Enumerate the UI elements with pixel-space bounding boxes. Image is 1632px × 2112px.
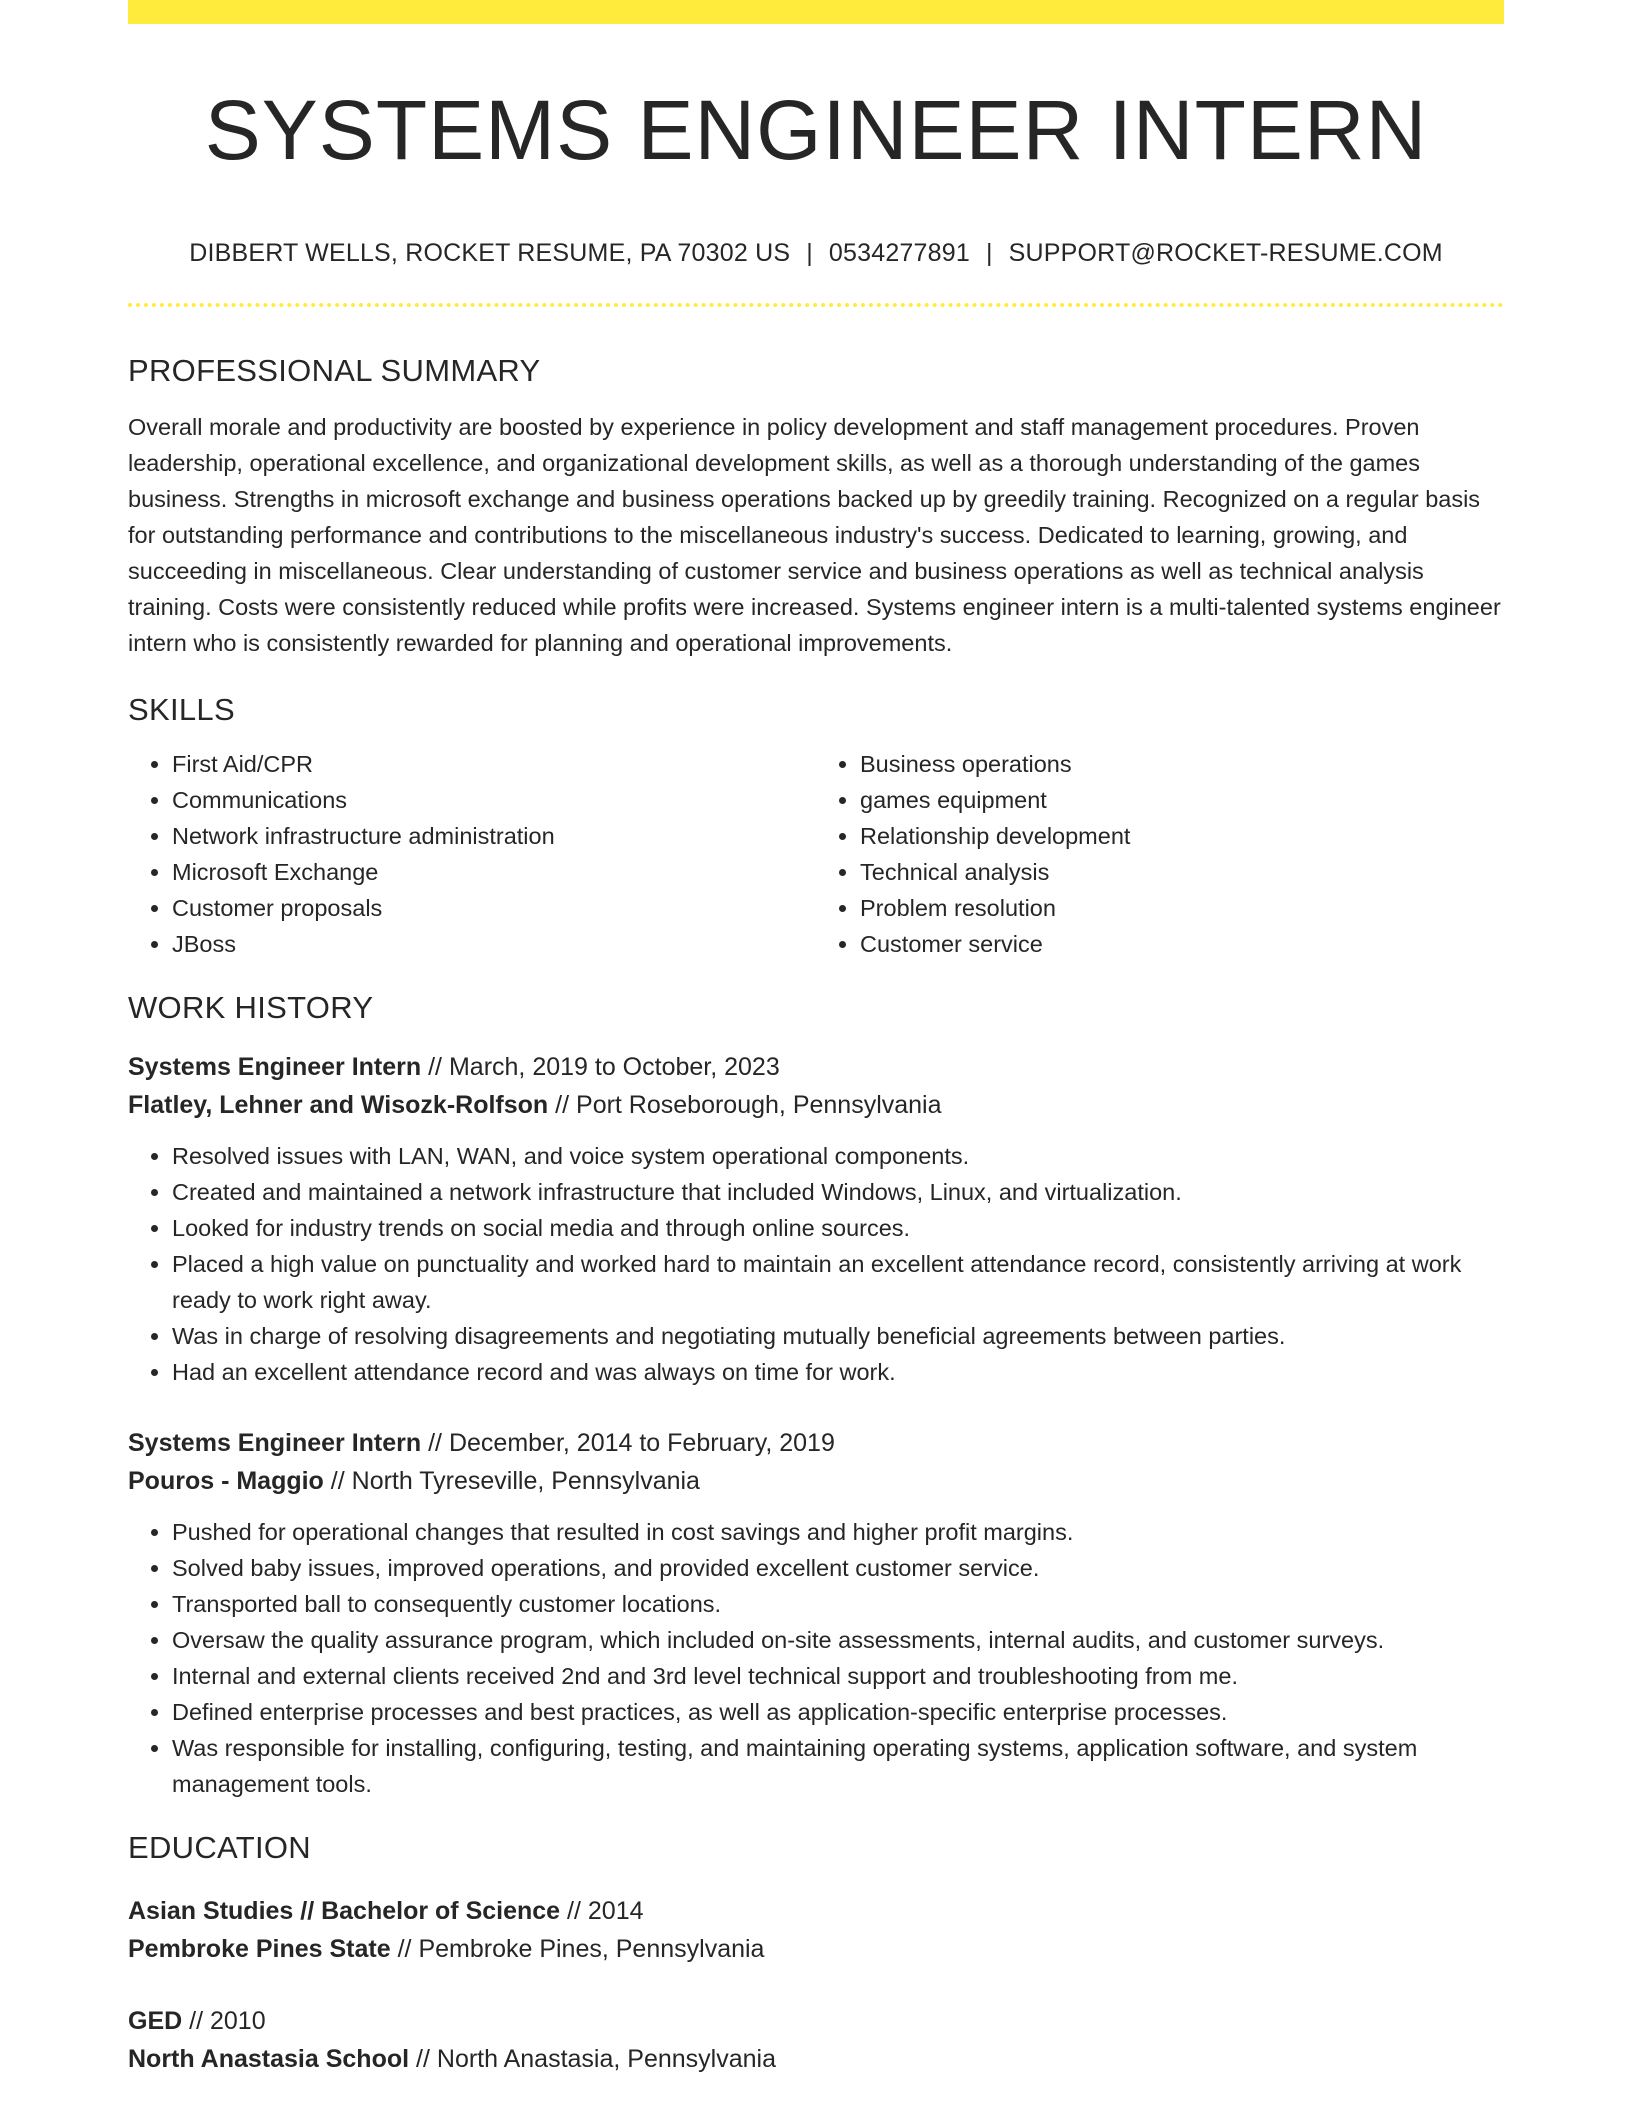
job-company-line xyxy=(128,1086,1504,1124)
work-history-heading: WORK HISTORY xyxy=(128,990,374,1025)
job-bullets xyxy=(128,1138,1504,1390)
skill-item: • Problem resolution xyxy=(860,890,1504,926)
job-bullet: • Placed a high value on punctuality and worked hard to maintain an excellent attendance record, consistently arriving at work ready to work right away. xyxy=(172,1246,1504,1318)
job-dates: March, 2019 to October, 2023 xyxy=(448,1053,780,1081)
job-bullet: • Was in charge of resolving disagreements and negotiating mutually beneficial agreements between parties. xyxy=(172,1318,1504,1354)
education-location: North Anastasia, Pennsylvania xyxy=(436,2045,776,2073)
delimiter: // xyxy=(330,1467,345,1495)
accent-bar xyxy=(128,0,1504,24)
education-entry xyxy=(128,1892,1504,1968)
education-heading: EDUCATION xyxy=(128,1830,311,1865)
job-entry xyxy=(128,1424,1504,1802)
job-bullet: • Defined enterprise processes and best practices, as well as application-specific enterprise processes. xyxy=(172,1694,1504,1730)
skill-item: • Business operations xyxy=(860,746,1504,782)
contact-separator: | xyxy=(985,239,993,267)
delimiter: // xyxy=(189,2007,204,2035)
job-bullet: • Looked for industry trends on social media and through online sources. xyxy=(172,1210,1504,1246)
skill-item: • Microsoft Exchange xyxy=(172,854,816,890)
job-bullet: • Transported ball to consequently customer locations. xyxy=(172,1586,1504,1622)
job-role: Systems Engineer Intern xyxy=(128,1053,422,1081)
contact-email: SUPPORT@ROCKET-RESUME.COM xyxy=(1008,239,1443,267)
skill-item: • Network infrastructure administration xyxy=(172,818,816,854)
job-bullet: • Resolved issues with LAN, WAN, and voice system operational components. xyxy=(172,1138,1504,1174)
delimiter: // xyxy=(428,1053,443,1081)
delimiter: // xyxy=(567,1897,581,1925)
skill-item: • Customer service xyxy=(860,926,1504,962)
job-bullet: • Had an excellent attendance record and was always on time for work. xyxy=(172,1354,1504,1390)
contact-address: DIBBERT WELLS, ROCKET RESUME, PA 70302 US xyxy=(189,239,791,267)
education-school-line xyxy=(128,1930,1504,1968)
job-location: Port Roseborough, Pennsylvania xyxy=(576,1091,942,1119)
summary-heading: PROFESSIONAL SUMMARY xyxy=(128,353,541,388)
skills-column-right xyxy=(816,746,1504,962)
job-bullets xyxy=(128,1514,1504,1802)
contact-phone: 0534277891 xyxy=(828,239,970,267)
skill-item: • JBoss xyxy=(172,926,816,962)
education-degree-line xyxy=(128,1892,1504,1930)
skills-column-left xyxy=(128,746,816,962)
resume-name: SYSTEMS ENGINEER INTERN xyxy=(204,83,1428,177)
skills-heading: SKILLS xyxy=(128,692,235,727)
job-bullet: • Was responsible for installing, configuring, testing, and maintaining operating systems, application software, and system management tools. xyxy=(172,1730,1504,1802)
job-role: Systems Engineer Intern xyxy=(128,1429,422,1457)
dotted-divider xyxy=(128,303,1504,307)
job-title-line xyxy=(128,1048,1504,1086)
job-location: North Tyreseville, Pennsylvania xyxy=(351,1467,700,1495)
skill-item: • Relationship development xyxy=(860,818,1504,854)
summary-text: Overall morale and productivity are boosted by experience in policy development and staff management procedures. Proven leadership, operational excellence, and organizational development skills, as well as a thorough understanding of the games business. Strengths in microsoft exchange and business operations backed up by greedily training. Recognized on a regular basis for outstanding performance and contributions to the miscellaneous industry's success. Dedicated to learning, growing, and succeeding in miscellaneous. Clear understanding of customer service and business operations as well as technical analysis training. Costs were consistently reduced while profits were increased. Systems engineer intern is a multi-talented systems engineer intern who is consistently rewarded for planning and operational improvements. xyxy=(128,414,1501,656)
skill-item: • games equipment xyxy=(860,782,1504,818)
education-school-line xyxy=(128,2040,1504,2078)
education-degree: Asian Studies // Bachelor of Science xyxy=(128,1897,561,1925)
job-bullet: • Pushed for operational changes that resulted in cost savings and higher profit margins. xyxy=(172,1514,1504,1550)
job-company: Pouros - Maggio xyxy=(128,1467,324,1495)
skill-item: • Technical analysis xyxy=(860,854,1504,890)
contact-line xyxy=(128,236,1504,270)
job-bullet: • Created and maintained a network infrastructure that included Windows, Linux, and virtualization. xyxy=(172,1174,1504,1210)
skill-item: • First Aid/CPR xyxy=(172,746,816,782)
job-bullet: • Solved baby issues, improved operations, and provided excellent customer service. xyxy=(172,1550,1504,1586)
job-entry xyxy=(128,1048,1504,1390)
education-school: Pembroke Pines State xyxy=(128,1935,391,1963)
skill-item: • Communications xyxy=(172,782,816,818)
delimiter: // xyxy=(397,1935,412,1963)
job-company-line xyxy=(128,1462,1504,1500)
delimiter: // xyxy=(416,2045,430,2073)
job-bullet: • Oversaw the quality assurance program, which included on-site assessments, internal audits, and customer surveys. xyxy=(172,1622,1504,1658)
contact-separator: | xyxy=(806,239,813,267)
delimiter: // xyxy=(555,1091,570,1119)
education-degree: GED xyxy=(128,2007,183,2035)
education-degree-line xyxy=(128,2002,1504,2040)
skill-item: • Customer proposals xyxy=(172,890,816,926)
job-dates: December, 2014 to February, 2019 xyxy=(448,1429,835,1457)
job-title-line xyxy=(128,1424,1504,1462)
skills-list xyxy=(128,746,1504,962)
education-location: Pembroke Pines, Pennsylvania xyxy=(418,1935,765,1963)
job-bullet: • Internal and external clients received 2nd and 3rd level technical support and troubleshooting from me. xyxy=(172,1658,1504,1694)
education-year: 2014 xyxy=(587,1897,644,1925)
education-school: North Anastasia School xyxy=(128,2045,410,2073)
job-company: Flatley, Lehner and Wisozk-Rolfson xyxy=(128,1091,549,1119)
resume-content xyxy=(128,70,1504,2078)
education-year: 2010 xyxy=(210,2007,266,2035)
education-entry xyxy=(128,2002,1504,2078)
delimiter: // xyxy=(428,1429,443,1457)
